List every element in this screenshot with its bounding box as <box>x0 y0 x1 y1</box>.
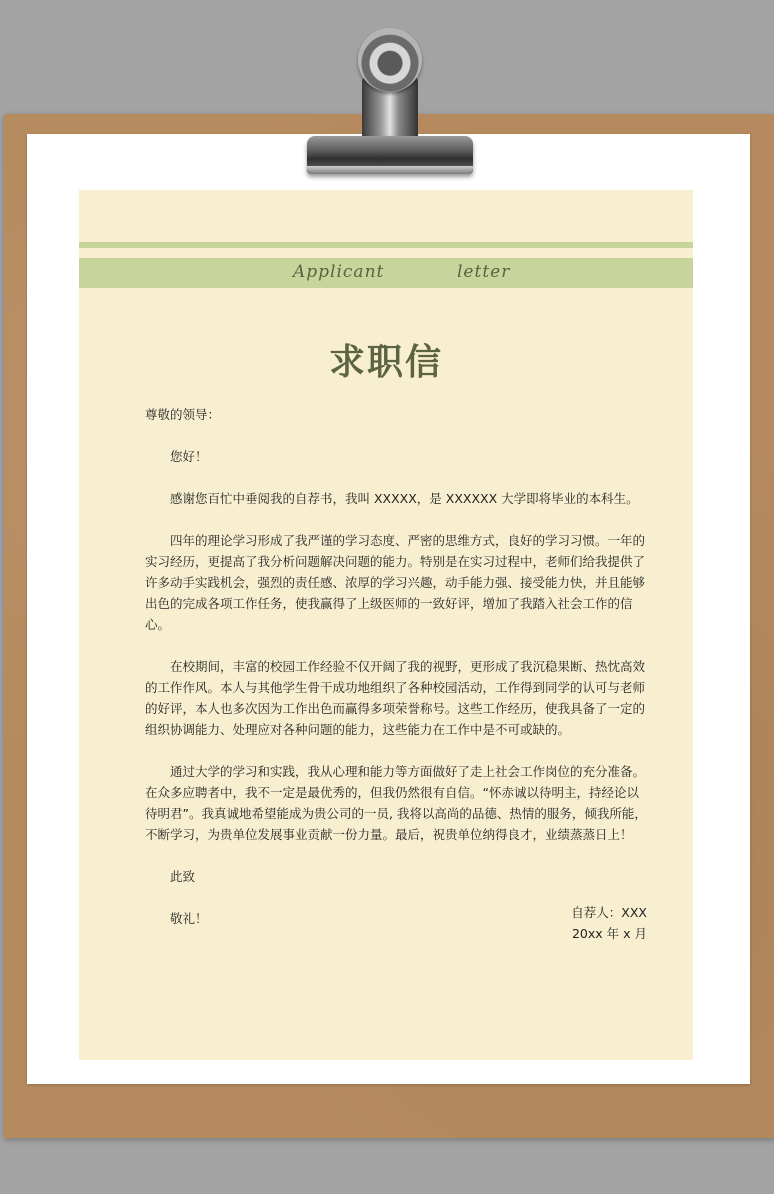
paragraph-intro: 感谢您百忙中垂阅我的自荐书，我叫 XXXXX，是 XXXXXX 大学即将毕业的本科生。 <box>170 491 639 506</box>
paragraph-campus: 在校期间，丰富的校园工作经验不仅开阔了我的视野，更形成了我沉稳果断、热忱高效的工作作风。本人与其他学生骨干成功地组织了各种校园活动，工作得到同学的认可与老师的好评，本人也多次因为工作出色而赢得多项荣誉称号。这些工作经历，使我具备了一定的组织协调能力、处理应对各种问题的能力，这些能力在工作中是不可或缺的。 <box>145 659 646 737</box>
signature-block <box>571 902 647 944</box>
greeting: 您好！ <box>170 449 208 464</box>
closing-line-2: 敬礼！ <box>170 911 208 926</box>
banner-word-letter: letter <box>457 262 511 282</box>
paragraph-closing: 通过大学的学习和实践，我从心理和能力等方面做好了走上社会工作岗位的充分准备。在众多应聘者中，我不一定是最优秀的，但我仍然很有自信。“怀赤诚以待明主，持经论以待明君”。我真诚地希望能成为贵公司的一员, 我将以高尚的品德、热情的服务，倾我所能，不断学习，为贵单位发展事业贡献一份力量。最后，祝贵单位纳得良才，业绩蒸蒸日上！ <box>145 764 647 842</box>
header-banner <box>79 258 693 288</box>
signature-date: 20xx 年 x 月 <box>571 926 647 941</box>
letter-page <box>79 190 693 1060</box>
paragraph-study: 四年的理论学习形成了我严谨的学习态度、严密的思维方式，良好的学习习惯。一年的实习经历，更提高了我分析问题解决问题的能力。特别是在实习过程中，老师们给我提供了许多动手实践机会，强烈的责任感、浓厚的学习兴趣，动手能力强、接受能力快，并且能够出色的完成各项工作任务，使我赢得了上级医师的一致好评，增加了我踏入社会工作的信心。 <box>145 533 646 632</box>
letter-title: 求职信 <box>328 341 443 383</box>
salutation: 尊敬的领导： <box>145 407 221 422</box>
header-rule <box>79 242 693 248</box>
banner-word-applicant: Applicant <box>293 262 385 282</box>
clip-lip <box>307 166 473 174</box>
closing-line-1: 此致 <box>170 869 196 884</box>
clip-ring-icon <box>358 28 422 92</box>
letter-body <box>145 404 649 929</box>
signature-name: 自荐人：XXX <box>571 905 647 920</box>
